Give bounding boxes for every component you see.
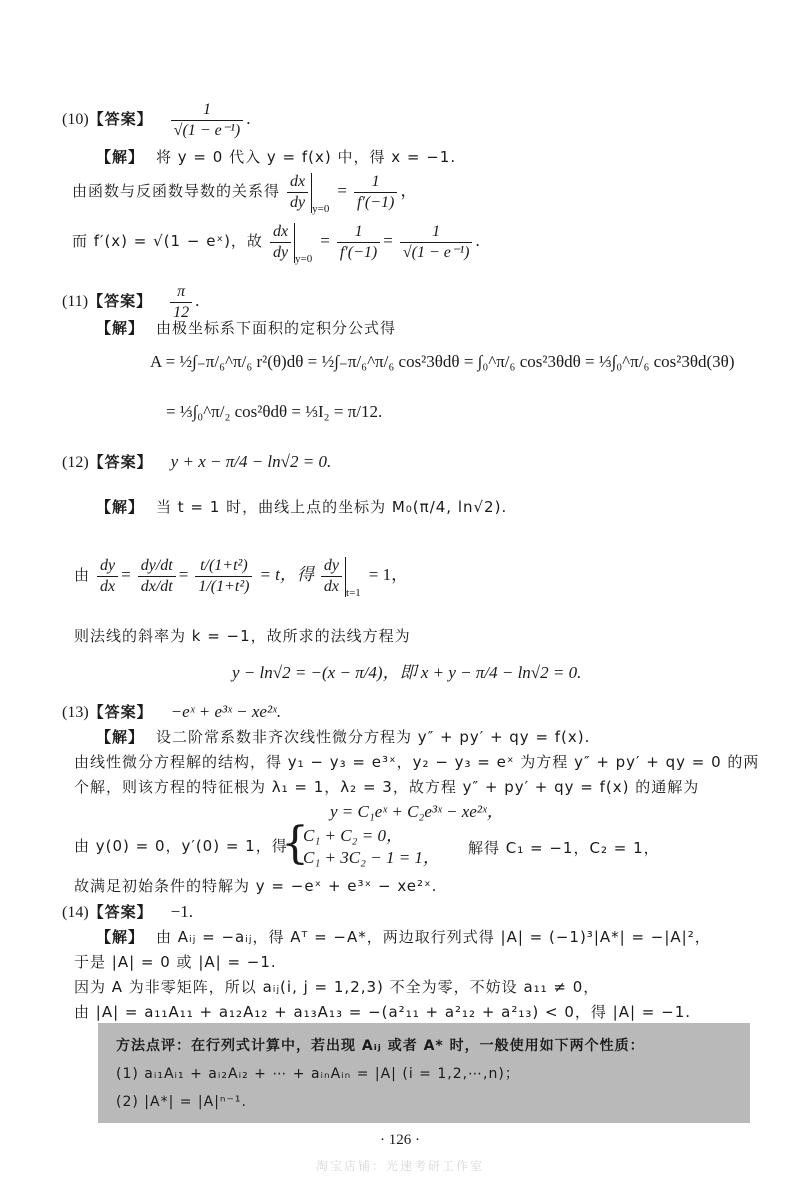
q11-answer-tag: 【答案】 xyxy=(88,292,153,311)
q10-l2-derivative-den: dy xyxy=(290,194,306,211)
q10-solution-text-1: 将 y = 0 代入 y = f(x) 中，得 x = −1. xyxy=(156,148,457,166)
q12-answer: y + x − π/4 − ln√2 = 0. xyxy=(170,452,332,471)
q10-l3-rhs2-den: √(1 − e⁻¹) xyxy=(402,244,470,261)
method-note-property-2: (2) |A*| = |A|ⁿ⁻¹. xyxy=(116,1094,247,1110)
q12-l2-param-num: dy/dt xyxy=(138,556,176,577)
page-number: · 126 · xyxy=(380,1132,420,1148)
q10-solution-tag: 【解】 xyxy=(96,148,145,166)
q13-solution-text-3: 个解，则该方程的特征根为 λ₁ = 1，λ₂ = 3，故方程 y″ + py′ + qy = f(x) 的通解为 xyxy=(74,778,700,796)
q14-solution-tag: 【解】 xyxy=(96,928,145,946)
q12-l2-pre: 由 xyxy=(74,566,91,585)
q12-l2-post: = t，得 xyxy=(259,565,314,585)
q11-integral-line-1: A = ½∫₋π/₆^π/₆ r²(θ)dθ = ½∫₋π/₆^π/₆ cos²3θdθ = ∫₀^π/₆ cos²3θdθ = ⅓∫₀^π/₆ cos²3θd(3θ) xyxy=(150,352,735,371)
q10-l2-rhs-num: 1 xyxy=(354,172,397,193)
q10-solution-line-3: 而 f′(x) = √(1 − eˣ)，故 $\frac{dx}{dy}$ $_{y=0}$= $\frac{1}{f'(-1)}$ = $\frac{1}{\text{√(1 − e⁻¹)}}$ . xyxy=(72,223,480,266)
q10-l3-derivative xyxy=(270,222,291,263)
q14-solution-text-3: 因为 A 为非零矩阵，所以 aᵢⱼ(i, j = 1,2,3) 不全为零，不妨设 a₁₁ ≠ 0， xyxy=(74,978,600,996)
q13-label: (13) xyxy=(62,704,89,721)
q13-general-solution: y = C₁eˣ + C₂e³ˣ − xe²ˣ， xyxy=(330,802,504,821)
q10-answer-numerator: 1 xyxy=(171,100,244,121)
q14-answer: −1. xyxy=(170,902,194,921)
q10-label: (10) xyxy=(62,111,89,129)
q12-solution-text-1: 当 t = 1 时，曲线上点的坐标为 M₀(π/4, ln√2). xyxy=(156,498,508,516)
q12-solution-text-3: 则法线的斜率为 k = −1，故所求的法线方程为 xyxy=(74,627,411,645)
q12-l2-ratio-num: t/(1+t²) xyxy=(195,556,252,577)
q10-l3-rhs2-num: 1 xyxy=(400,222,473,243)
q13-solution-text-1: 设二阶常系数非齐次线性微分方程为 y″ + py′ + qy = f(x). xyxy=(156,728,591,746)
q13-answer: −eˣ + e³ˣ − xe²ˣ. xyxy=(170,702,282,721)
q13-l5-post: 解得 C₁ = −1，C₂ = 1， xyxy=(468,839,660,857)
q10-l2-derivative-num: dx xyxy=(287,172,308,193)
q12-answer-tag: 【答案】 xyxy=(88,453,153,471)
q13-solution-line-5 xyxy=(74,836,288,857)
q12-solution-line-2: 由 $\frac{dy}{dx}$ = $\frac{dy/dt}{dx/dt}$ = $\frac{\text{t/(1+t²)}}{\text{1/(1+t²)}}$ = t，得 $\frac{dy}{dx}$ $_{t=1}$= 1， xyxy=(74,557,409,600)
q11-solution-text-1: 由极坐标系下面积的定积分公式得 xyxy=(156,319,397,337)
q13-system-eq-2: C₁ + 3C₂ − 1 = 1， xyxy=(303,848,440,867)
q13-solution-line-1 xyxy=(96,727,590,748)
q10-l2-eval: y=0 xyxy=(312,203,330,216)
q10-l2-rhs-den: f′(−1) xyxy=(356,194,395,211)
q10-solution-line-1 xyxy=(96,147,456,168)
q12-l2-param-den: dx/dt xyxy=(140,578,173,595)
q12-label: (12) xyxy=(62,454,89,471)
q10-answer-fraction xyxy=(171,100,244,141)
q11-answer-line: (11)【答案】 $\frac{\pi}{12}$ . xyxy=(62,283,200,321)
q13-system-brace: { xyxy=(281,818,309,869)
q14-solution-text-1: 由 Aᵢⱼ = −aᵢⱼ，得 Aᵀ = −A*，两边取行列式得 |A| = (−1)³|A*| = −|A|²， xyxy=(156,928,711,946)
q13-solution-text-6: 故满足初始条件的特解为 y = −eˣ + e³ˣ − xe²ˣ. xyxy=(74,877,438,895)
q12-l2-param xyxy=(138,556,176,597)
q12-solution-line-1 xyxy=(96,497,507,518)
q11-label: (11) xyxy=(62,293,89,311)
q14-solution-text-2: 于是 |A| = 0 或 |A| = −1. xyxy=(74,953,277,971)
q11-solution-tag: 【解】 xyxy=(96,319,145,337)
q13-solution-text-2: 由线性微分方程解的结构，得 y₁ − y₃ = e³ˣ，y₂ − y₃ = eˣ 为方程 y″ + py′ + qy = 0 的两 xyxy=(74,753,760,771)
q10-l3-derivative-num: dx xyxy=(270,222,291,243)
q12-l2-dydx xyxy=(97,556,118,597)
q14-solution-text-4: 由 |A| = a₁₁A₁₁ + a₁₂A₁₂ + a₁₃A₁₃ = −(a²₁₁ + a²₁₂ + a²₁₃) < 0，得 |A| = −1. xyxy=(74,1003,692,1021)
q10-answer-line: (10)【答案】 $\frac{1}{\text{√(1 − e⁻¹)}}$ . xyxy=(62,101,251,139)
q13-system-eq-1: C₁ + C₂ = 0， xyxy=(303,826,403,845)
q12-solution-tag: 【解】 xyxy=(96,498,145,516)
q10-l3-eval: y=0 xyxy=(295,253,313,266)
q12-l2-eval: t=1 xyxy=(346,587,361,600)
q13-solution-tag: 【解】 xyxy=(96,728,145,746)
q10-l3-rhs1-num: 1 xyxy=(337,222,380,243)
q13-answer-tag: 【答案】 xyxy=(88,703,153,721)
q10-l3-rhs2 xyxy=(400,222,473,263)
q14-solution-line-1 xyxy=(96,927,711,948)
q11-answer-fraction xyxy=(170,282,192,323)
method-note-box xyxy=(98,1023,750,1123)
method-note-title: 方法点评：在行列式计算中，若出现 Aᵢⱼ 或者 A* 时，一般使用如下两个性质： xyxy=(116,1038,645,1054)
q14-answer-line xyxy=(62,902,193,923)
q12-l2-dydx-den: dx xyxy=(100,578,116,595)
q11-integral-line-2: = ⅓∫₀^π/₂ cos²θdθ = ⅓I₂ = π/12. xyxy=(166,402,383,421)
q10-solution-line-2: 由函数与反函数导数的关系得 $\frac{dx}{dy}$ $_{y=0}$= $\frac{1}{f'(-1)}$ ， xyxy=(72,173,418,216)
q11-answer-numerator: π xyxy=(170,282,192,303)
q10-l2-rhs xyxy=(354,172,397,213)
q10-l3-rhs1-den: f′(−1) xyxy=(339,244,378,261)
method-note-property-1: (1) aᵢ₁Aᵢ₁ + aᵢ₂Aᵢ₂ + ⋯ + aᵢₙAᵢₙ = |A| (i = 1,2,⋯,n)； xyxy=(116,1066,520,1082)
q10-answer-tag: 【答案】 xyxy=(88,110,153,129)
q11-solution-line-1 xyxy=(96,318,396,339)
q12-solution-line-3 xyxy=(74,626,411,647)
q10-l2-derivative xyxy=(287,172,308,213)
q10-l3-rhs1 xyxy=(337,222,380,263)
q12-l2-dydx-2: $\frac{dy}{dx}$ xyxy=(321,556,342,597)
watermark: 淘宝店铺：光速考研工作室 xyxy=(315,1159,484,1173)
q13-answer-line xyxy=(62,702,281,723)
q10-l2-text: 由函数与反函数导数的关系得 xyxy=(72,182,281,201)
q12-normal-equation: y − ln√2 = −(x − π/4)，即 x + y − π/4 − ln√2 = 0. xyxy=(232,663,582,682)
q14-label: (14) xyxy=(62,904,89,921)
q10-l3-derivative-den: dy xyxy=(272,244,289,261)
q12-l2-end: = 1， xyxy=(368,565,409,585)
q11-answer-denominator: 12 xyxy=(173,304,190,321)
q10-l3-text: 而 f′(x) = √(1 − eˣ)，故 xyxy=(72,232,263,251)
q12-l2-dydx-num: dy xyxy=(97,556,118,577)
q10-answer-denominator: √(1 − e⁻¹) xyxy=(173,122,241,139)
q12-l2-ratio-den: 1/(1+t²) xyxy=(198,578,250,595)
q12-answer-line xyxy=(62,452,331,473)
q13-l5-pre: 由 y(0) = 0，y′(0) = 1，得 xyxy=(74,837,288,855)
q12-l2-ratio xyxy=(195,556,252,597)
q14-answer-tag: 【答案】 xyxy=(88,903,153,921)
